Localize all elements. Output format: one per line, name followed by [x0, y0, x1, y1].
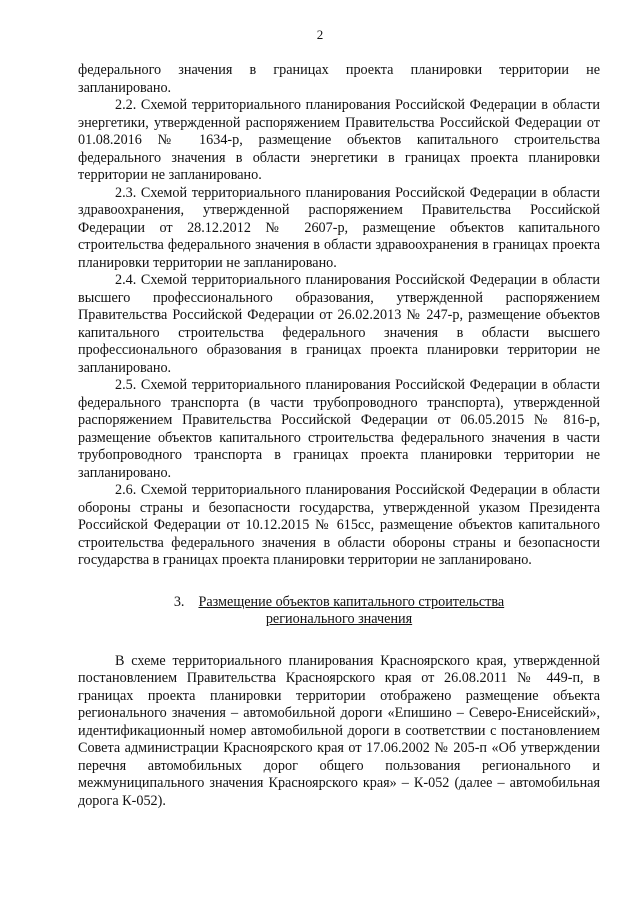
section-3-heading-line-2: [78, 611, 600, 629]
section-3-title-line-2: регионального значения: [265, 611, 413, 627]
paragraph-2-3: 2.3. Схемой территориального планирования Российской Федерации в области здравоохранения, утвержденной распоряжением Правительства Российской Федерации от 28.12.2012 № 2607-р, размещение объектов капитального строительства федерального значения в области здравоохранения в границах проекта планировки территории не запланировано.: [78, 184, 600, 271]
paragraph-2-5: 2.5. Схемой территориального планирования Российской Федерации в области федерального транспорта (в части трубопроводного транспорта), утвержденной распоряжением Правительства Российской Федерации от 06.05.2015 № 816-р, размещение объектов капитального строительства федерального значения в части трубопроводного транспорта в границах проекта планировки территории не запланировано.: [78, 377, 600, 481]
section-3-number: 3.: [173, 593, 185, 610]
page-number: 2: [316, 27, 324, 42]
section-3-heading-line-1: [78, 594, 600, 612]
paragraph-2-6: 2.6. Схемой территориального планирования Российской Федерации в области обороны страны и безопасности государства, утвержденной указом Президента Российской Федерации от 10.12.2015 № 615сс, размещение объектов капитального строительства федерального значения в области обороны страны и безопасности государства в границах проекта планировки территории не запланировано.: [78, 482, 600, 568]
section-3-title-line-1: Размещение объектов капитального строительства: [198, 593, 505, 610]
paragraph-continued: федерального значения в границах проекта планировки территории не запланировано.: [78, 62, 600, 96]
paragraph-section-3: В схеме территориального планирования Красноярского края, утвержденной постановлением Правительства Красноярского края от 26.08.2011 № 449-п, в границах проекта планировки территории отображено размещение объекта регионального значения – автомобильной дороги «Епишино – Северо-Енисейский», идентификационный номер автомобильной дороги в соответствии с постановлением Совета администрации Красноярского края от 17.06.2002 № 205-п «Об утверждении перечня автомобильных дорог общего пользования регионального и межмуниципального значения Красноярского края» – К-052 (далее – автомобильная дорога К-052).: [78, 652, 600, 809]
document-body: [78, 62, 600, 810]
section-3-heading: [78, 594, 600, 629]
paragraph-2-4: 2.4. Схемой территориального планирования Российской Федерации в области высшего профессионального образования, утвержденной распоряжением Правительства Российской Федерации от 26.02.2013 № 247-р, размещение объектов капитального строительства федерального значения в области высшего профессионального образования в границах проекта планировки территории не запланировано.: [78, 272, 600, 376]
paragraph-2-2: 2.2. Схемой территориального планирования Российской Федерации в области энергетики, утвержденной распоряжением Правительства Российской Федерации от 01.08.2016 № 1634-р, размещение объектов капитального строительства федерального значения в области энергетики в границах проекта планировки территории не запланировано.: [78, 97, 600, 183]
